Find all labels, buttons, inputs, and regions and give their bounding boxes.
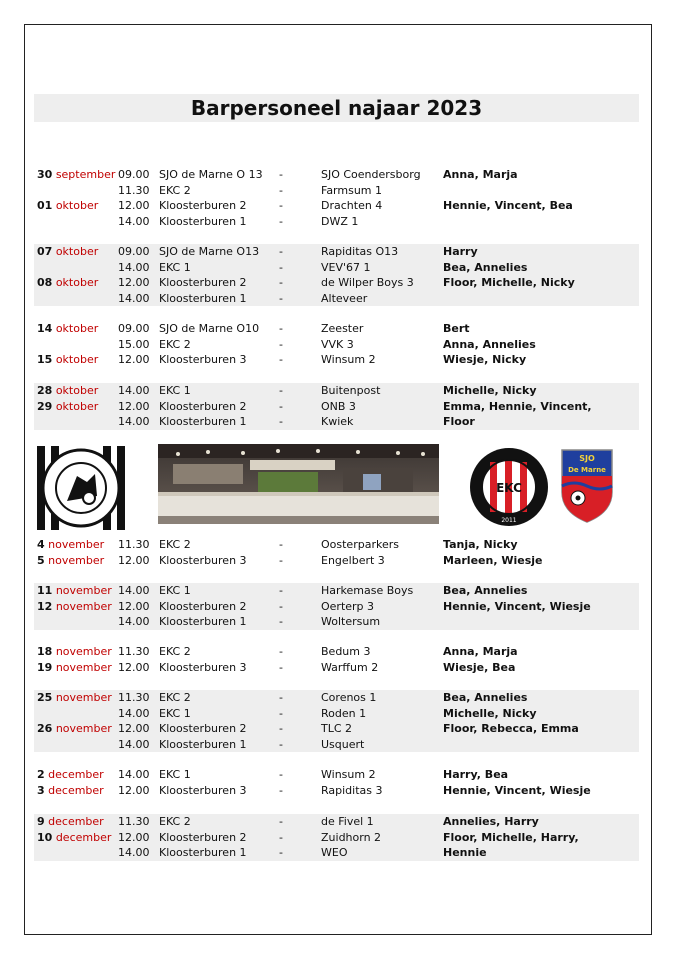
date-month: oktober: [55, 322, 99, 335]
dash: -: [279, 722, 283, 735]
date-day: 25: [37, 691, 53, 704]
bar-staff: Michelle, Nicky: [443, 706, 537, 720]
schedule-row: [34, 553, 639, 569]
dash: -: [279, 214, 283, 228]
bar-staff: Anna, Marja: [443, 645, 518, 658]
away-team: Drachten 4: [321, 199, 383, 212]
schedule-row: [34, 644, 639, 660]
match-time: 09.00: [118, 322, 150, 335]
date-day: 3: [37, 783, 45, 797]
dash: -: [279, 737, 283, 751]
home-team: SJO de Marne O13: [159, 245, 260, 258]
dash: -: [279, 660, 283, 674]
dash: -: [279, 415, 283, 428]
match-time: 12.00: [118, 276, 150, 289]
match-time: 11.30: [118, 538, 150, 551]
home-team: Kloosterburen 1: [159, 214, 247, 228]
dash: -: [279, 291, 283, 305]
away-team: Harkemase Boys: [321, 584, 414, 597]
match-date: [37, 767, 104, 783]
schedule-row: [34, 167, 639, 183]
dash: -: [279, 183, 283, 197]
away-team: Winsum 2: [321, 768, 376, 781]
date-month: november: [55, 722, 112, 735]
away-team: Rapiditas O13: [321, 245, 399, 258]
bar-staff: Floor: [443, 415, 475, 428]
dash: -: [279, 260, 283, 274]
home-team: EKC 1: [159, 584, 191, 597]
bar-staff: Hennie: [443, 846, 487, 859]
match-time: 14.00: [118, 384, 150, 397]
schedule-block: [34, 644, 639, 675]
home-team: SJO de Marne O10: [159, 322, 260, 335]
match-date: [37, 830, 111, 846]
match-date: [37, 321, 98, 337]
date-day: 12: [37, 599, 53, 613]
match-time: 14.00: [118, 846, 150, 859]
away-team: WEO: [321, 846, 348, 859]
match-time: 14.00: [118, 214, 150, 228]
away-team: Buitenpost: [321, 384, 381, 397]
bar-staff: Hennie, Vincent, Wiesje: [443, 783, 591, 797]
home-team: Kloosterburen 1: [159, 737, 247, 751]
away-team: Woltersum: [321, 615, 381, 628]
dash: -: [279, 645, 283, 658]
schedule-row: [34, 599, 639, 615]
bar-staff: Annelies, Harry: [443, 815, 539, 828]
date-month: november: [55, 691, 112, 704]
away-team: Rapiditas 3: [321, 783, 383, 797]
bar-staff: Anna, Annelies: [443, 337, 536, 351]
date-day: 14: [37, 322, 53, 335]
bar-staff: Hennie, Vincent, Wiesje: [443, 599, 591, 613]
date-day: 2: [37, 768, 45, 781]
schedule-row: [34, 198, 639, 214]
clubhouse-photo: [158, 444, 439, 524]
schedule-row: [34, 767, 639, 783]
ekc-label: EKC: [496, 481, 522, 495]
match-time: 09.00: [118, 168, 150, 181]
match-date: [37, 167, 115, 183]
dash: -: [279, 706, 283, 720]
date-month: december: [48, 768, 104, 781]
away-team: Oosterparkers: [321, 538, 399, 551]
match-date: [37, 814, 104, 830]
match-date: [37, 383, 98, 399]
home-team: Kloosterburen 3: [159, 353, 247, 366]
away-team: ONB 3: [321, 399, 356, 413]
match-date: [37, 660, 112, 676]
match-time: 12.00: [118, 722, 150, 735]
date-month: oktober: [55, 353, 99, 366]
schedule-row: [34, 383, 639, 399]
away-team: Roden 1: [321, 706, 367, 720]
match-time: 12.00: [118, 199, 150, 212]
date-day: 4: [37, 538, 45, 551]
match-time: 14.00: [118, 737, 150, 751]
schedule-row: [34, 275, 639, 291]
schedule-row: [34, 737, 639, 753]
away-team: Kwiek: [321, 415, 354, 428]
schedule-block: [34, 814, 639, 861]
bar-staff: Michelle, Nicky: [443, 384, 537, 397]
date-day: 5: [37, 553, 45, 567]
schedule-block: [34, 383, 639, 430]
date-day: 28: [37, 384, 53, 397]
svg-text:De Marne: De Marne: [568, 466, 606, 474]
schedule-row: [34, 337, 639, 353]
schedule-block: [34, 167, 639, 229]
dash: -: [279, 846, 283, 859]
home-team: EKC 2: [159, 538, 191, 551]
away-team: Engelbert 3: [321, 553, 385, 567]
away-team: Zuidhorn 2: [321, 830, 382, 844]
match-date: [37, 599, 112, 615]
away-team: Alteveer: [321, 291, 368, 305]
match-date: [37, 352, 98, 368]
date-day: 18: [37, 645, 53, 658]
match-time: 14.00: [118, 768, 150, 781]
match-date: [37, 644, 112, 660]
home-team: Kloosterburen 2: [159, 399, 247, 413]
date-month: november: [48, 553, 105, 567]
schedule-row: [34, 244, 639, 260]
match-date: [37, 690, 112, 706]
bar-staff: Emma, Hennie, Vincent,: [443, 399, 592, 413]
date-day: 07: [37, 245, 53, 258]
schedule-row: [34, 321, 639, 337]
bar-staff: Floor, Michelle, Nicky: [443, 276, 575, 289]
schedule-row: [34, 845, 639, 861]
schedule-row: [34, 352, 639, 368]
date-month: oktober: [55, 245, 99, 258]
schedule-row: [34, 399, 639, 415]
match-date: [37, 721, 112, 737]
date-day: 10: [37, 830, 53, 844]
match-date: [37, 198, 98, 214]
away-team: de Fivel 1: [321, 815, 374, 828]
match-time: 12.00: [118, 783, 150, 797]
dash: -: [279, 783, 283, 797]
away-team: Bedum 3: [321, 645, 371, 658]
schedule-row: [34, 583, 639, 599]
sjo-shield-icon: [560, 448, 614, 524]
away-team: VEV'67 1: [321, 260, 371, 274]
home-team: Kloosterburen 2: [159, 722, 247, 735]
dash: -: [279, 615, 283, 628]
schedule-row: [34, 830, 639, 846]
home-team: Kloosterburen 2: [159, 276, 247, 289]
bar-staff: Bea, Annelies: [443, 691, 528, 704]
date-month: december: [48, 815, 104, 828]
away-team: DWZ 1: [321, 214, 359, 228]
bar-staff: Anna, Marja: [443, 168, 518, 181]
dash: -: [279, 768, 283, 781]
dash: -: [279, 322, 283, 335]
match-time: 14.00: [118, 260, 150, 274]
away-team: Zeester: [321, 322, 364, 335]
dash: -: [279, 599, 283, 613]
schedule-row: [34, 660, 639, 676]
schedule-row: [34, 783, 639, 799]
schedule-block: [34, 583, 639, 630]
date-month: september: [55, 168, 116, 181]
home-team: Kloosterburen 1: [159, 291, 247, 305]
schedule-row: [34, 721, 639, 737]
match-time: 11.30: [118, 645, 150, 658]
match-time: 11.30: [118, 691, 150, 704]
date-month: november: [48, 538, 105, 551]
match-date: [37, 583, 112, 599]
ekc-year: 2011: [501, 517, 517, 524]
match-time: 15.00: [118, 337, 150, 351]
home-team: Kloosterburen 2: [159, 199, 247, 212]
date-day: 30: [37, 168, 53, 181]
home-team: EKC 1: [159, 384, 191, 397]
dash: -: [279, 584, 283, 597]
match-time: 14.00: [118, 584, 150, 597]
ekc-crest-icon: [468, 446, 550, 528]
home-team: EKC 2: [159, 645, 191, 658]
dash: -: [279, 830, 283, 844]
date-month: oktober: [55, 199, 99, 212]
away-team: de Wilper Boys 3: [321, 276, 414, 289]
away-team: SJO Coendersborg: [321, 168, 421, 181]
home-team: Kloosterburen 3: [159, 660, 247, 674]
away-team: Usquert: [321, 737, 365, 751]
away-team: Corenos 1: [321, 691, 377, 704]
club-crest-icon: [37, 446, 125, 530]
bar-staff: Bert: [443, 322, 470, 335]
bar-staff: Bea, Annelies: [443, 260, 528, 274]
home-team: Kloosterburen 1: [159, 846, 247, 859]
date-month: december: [48, 783, 104, 797]
home-team: Kloosterburen 3: [159, 553, 247, 567]
away-team: TLC 2: [321, 722, 353, 735]
match-time: 11.30: [118, 815, 150, 828]
home-team: Kloosterburen 1: [159, 615, 247, 628]
dash: -: [279, 384, 283, 397]
match-date: [37, 553, 104, 569]
date-day: 15: [37, 353, 53, 366]
date-day: 9: [37, 815, 45, 828]
home-team: EKC 2: [159, 183, 191, 197]
schedule-row: [34, 291, 639, 307]
bar-staff: Wiesje, Nicky: [443, 353, 527, 366]
home-team: EKC 2: [159, 691, 191, 704]
schedule-row: [34, 214, 639, 230]
schedule-row: [34, 614, 639, 630]
bar-staff: Hennie, Vincent, Bea: [443, 199, 573, 212]
dash: -: [279, 399, 283, 413]
date-day: 08: [37, 276, 53, 289]
bar-staff: Marleen, Wiesje: [443, 553, 543, 567]
dash: -: [279, 337, 283, 351]
home-team: EKC 1: [159, 706, 191, 720]
match-date: [37, 783, 104, 799]
home-team: Kloosterburen 2: [159, 830, 247, 844]
match-time: 12.00: [118, 830, 150, 844]
match-time: 12.00: [118, 399, 150, 413]
match-time: 14.00: [118, 291, 150, 305]
dash: -: [279, 353, 283, 366]
away-team: Farmsum 1: [321, 183, 383, 197]
date-day: 11: [37, 584, 53, 597]
bar-staff: Harry, Bea: [443, 768, 509, 781]
match-time: 14.00: [118, 706, 150, 720]
bar-staff: Bea, Annelies: [443, 584, 528, 597]
date-month: november: [55, 660, 112, 674]
date-day: 19: [37, 660, 53, 674]
match-time: 12.00: [118, 553, 150, 567]
image-strip: [34, 441, 639, 531]
dash: -: [279, 199, 283, 212]
match-time: 14.00: [118, 415, 150, 428]
home-team: Kloosterburen 3: [159, 783, 247, 797]
date-month: november: [55, 584, 112, 597]
bar-staff: Harry: [443, 245, 478, 258]
schedule-row: [34, 706, 639, 722]
home-team: SJO de Marne O 13: [159, 168, 263, 181]
bar-staff: Floor, Rebecca, Emma: [443, 722, 579, 735]
match-date: [37, 399, 98, 415]
home-team: Kloosterburen 2: [159, 599, 247, 613]
match-date: [37, 275, 98, 291]
bar-staff: Tanja, Nicky: [443, 538, 518, 551]
home-team: EKC 1: [159, 768, 191, 781]
schedule-block: [34, 244, 639, 306]
away-team: VVK 3: [321, 337, 354, 351]
schedule-block: [34, 690, 639, 752]
home-team: EKC 2: [159, 815, 191, 828]
schedule-block: [34, 321, 639, 368]
date-month: oktober: [55, 384, 99, 397]
match-time: 09.00: [118, 245, 150, 258]
away-team: Winsum 2: [321, 353, 376, 366]
home-team: EKC 1: [159, 260, 191, 274]
dash: -: [279, 538, 283, 551]
date-month: november: [55, 645, 112, 658]
schedule-row: [34, 537, 639, 553]
date-month: december: [55, 830, 112, 844]
match-date: [37, 537, 104, 553]
match-date: [37, 244, 98, 260]
match-time: 11.30: [118, 183, 150, 197]
match-time: 12.00: [118, 660, 150, 674]
home-team: EKC 2: [159, 337, 191, 351]
bar-staff: Wiesje, Bea: [443, 660, 516, 674]
schedule-row: [34, 814, 639, 830]
home-team: Kloosterburen 1: [159, 415, 247, 428]
match-time: 12.00: [118, 599, 150, 613]
svg-text:SJO: SJO: [579, 454, 595, 463]
dash: -: [279, 276, 283, 289]
date-month: oktober: [55, 276, 99, 289]
dash: -: [279, 691, 283, 704]
bar-staff: Floor, Michelle, Harry,: [443, 830, 579, 844]
dash: -: [279, 245, 283, 258]
date-month: oktober: [55, 399, 99, 413]
dash: -: [279, 815, 283, 828]
schedule-row: [34, 414, 639, 430]
schedule-row: [34, 183, 639, 199]
match-time: 14.00: [118, 615, 150, 628]
dash: -: [279, 553, 283, 567]
date-day: 29: [37, 399, 53, 413]
match-time: 12.00: [118, 353, 150, 366]
schedule-block: [34, 537, 639, 568]
date-day: 26: [37, 722, 53, 735]
schedule-block: [34, 767, 639, 798]
away-team: Oerterp 3: [321, 599, 375, 613]
dash: -: [279, 168, 283, 181]
page-title: Barpersoneel najaar 2023: [34, 94, 639, 122]
away-team: Warffum 2: [321, 660, 379, 674]
date-day: 01: [37, 199, 53, 212]
schedule-row: [34, 690, 639, 706]
date-month: november: [55, 599, 112, 613]
schedule-row: [34, 260, 639, 276]
